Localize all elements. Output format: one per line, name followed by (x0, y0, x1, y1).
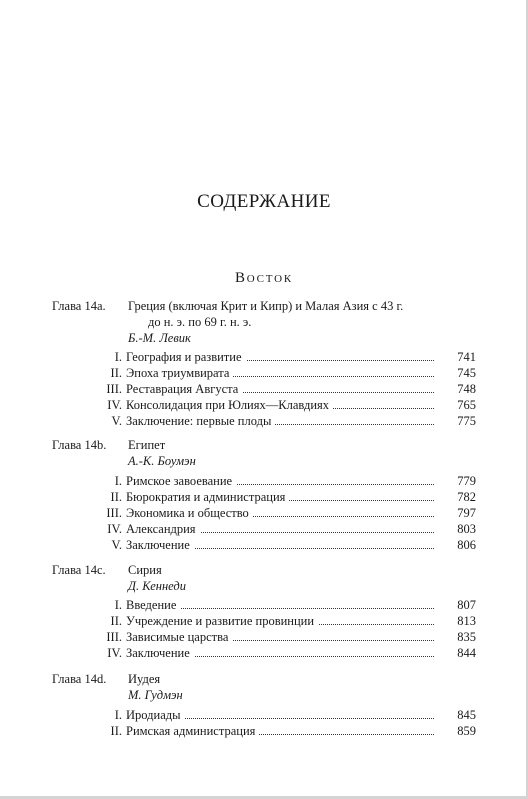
toc-entry[interactable] (100, 505, 476, 521)
chapter-label: Глава 14b. (52, 438, 107, 452)
toc-entry-number: III. (106, 382, 122, 396)
toc-entry[interactable] (100, 365, 476, 381)
toc-entry-title: Александрия (126, 521, 200, 537)
toc-entry-page: 782 (457, 490, 476, 504)
toc-entry-title: Римское завоевание (126, 473, 236, 489)
chapter-label: Глава 14c. (52, 563, 106, 577)
toc-entry-title: Заключение: первые плоды (126, 413, 275, 429)
chapter-label: Глава 14a. (52, 299, 106, 313)
chapter-title: Греция (включая Крит и Кипр) и Малая Азия с 43 г. (128, 299, 404, 313)
toc-entry-title: Учреждение и развитие провинции (126, 613, 318, 629)
chapter-title-continuation: до н. э. по 69 г. н. э. (148, 315, 252, 329)
toc-entry[interactable] (100, 413, 476, 429)
toc-entry-number: I. (114, 708, 122, 722)
toc-entry-title: Экономика и общество (126, 505, 253, 521)
toc-entry[interactable] (100, 381, 476, 397)
toc-entry-number: I. (114, 598, 122, 612)
toc-entry-number: II. (110, 366, 122, 380)
toc-entry-title: Заключение (126, 645, 194, 661)
toc-entry-page: 775 (457, 414, 476, 428)
toc-entry-number: IV. (107, 646, 122, 660)
toc-entry-page: 835 (457, 630, 476, 644)
toc-entry-page: 845 (457, 708, 476, 722)
page-title: СОДЕРЖАНИЕ (197, 191, 331, 212)
toc-entry[interactable] (100, 521, 476, 537)
chapter-author: Б.-М. Левик (128, 331, 191, 345)
toc-entry-number: V. (111, 538, 122, 552)
toc-entry[interactable] (100, 645, 476, 661)
toc-entry-page: 806 (457, 538, 476, 552)
toc-entry-page: 765 (457, 398, 476, 412)
toc-entry-number: III. (106, 506, 122, 520)
toc-entry-title: Консолидация при Юлиях—Клавдиях (126, 397, 333, 413)
toc-entry-number: II. (110, 490, 122, 504)
toc-entry-page: 803 (457, 522, 476, 536)
toc-entry-title: Заключение (126, 537, 194, 553)
toc-entry-number: IV. (107, 398, 122, 412)
chapter-author: А.-К. Боумэн (128, 454, 196, 468)
toc-entry-title: Иродиады (126, 707, 185, 723)
toc-entry-title: Бюрократия и администрация (126, 489, 289, 505)
chapter-author: М. Гудмэн (128, 688, 183, 702)
chapter-title: Сирия (128, 563, 162, 577)
toc-entry-page: 745 (457, 366, 476, 380)
toc-entry-title: Введение (126, 597, 180, 613)
chapter-author: Д. Кеннеди (128, 579, 186, 593)
toc-entry[interactable] (100, 537, 476, 553)
toc-entry-number: I. (114, 474, 122, 488)
chapter-title: Иудея (128, 672, 161, 686)
toc-entry[interactable] (100, 349, 476, 365)
toc-entry-page: 813 (457, 614, 476, 628)
toc-entry-title: Эпоха триумвирата (126, 365, 233, 381)
chapter-title: Египет (128, 438, 166, 452)
toc-entry[interactable] (100, 629, 476, 645)
toc-entry[interactable] (100, 397, 476, 413)
toc-entry-page: 748 (457, 382, 476, 396)
toc-entry[interactable] (100, 597, 476, 613)
toc-entry-number: I. (114, 350, 122, 364)
toc-entry-title: Реставрация Августа (126, 381, 242, 397)
toc-entry-title: Римская администрация (126, 723, 259, 739)
toc-entry-title: Зависимые царства (126, 629, 232, 645)
toc-entry-page: 807 (457, 598, 476, 612)
toc-entry-page: 779 (457, 474, 476, 488)
toc-entry-title: География и развитие (126, 349, 246, 365)
chapter-label: Глава 14d. (52, 672, 107, 686)
toc-entry-number: V. (111, 414, 122, 428)
toc-entry-number: III. (106, 630, 122, 644)
toc-entry-number: II. (110, 614, 122, 628)
toc-entry-page: 844 (457, 646, 476, 660)
toc-entry[interactable] (100, 489, 476, 505)
toc-entry-page: 741 (457, 350, 476, 364)
toc-entry-page: 797 (457, 506, 476, 520)
toc-entry[interactable] (100, 707, 476, 723)
toc-entry[interactable] (100, 473, 476, 489)
toc-entry-number: II. (110, 724, 122, 738)
toc-entry[interactable] (100, 613, 476, 629)
section-title: Восток (234, 270, 294, 286)
toc-entry-number: IV. (107, 522, 122, 536)
toc-entry-page: 859 (457, 724, 476, 738)
toc-entry[interactable] (100, 723, 476, 739)
